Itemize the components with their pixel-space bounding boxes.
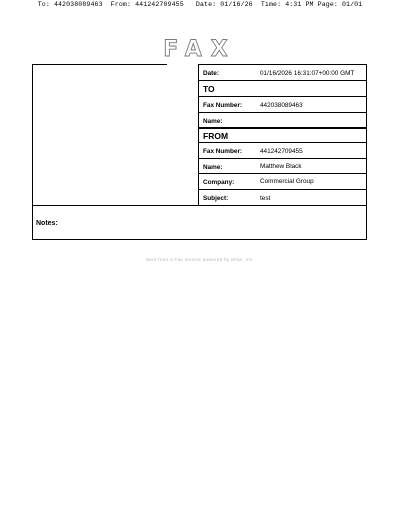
from-title: FROM (203, 131, 229, 141)
message-area (32, 64, 199, 205)
date-row (199, 64, 367, 81)
company-row (199, 174, 367, 190)
subject-value: test (260, 195, 271, 202)
to-section-row (199, 81, 367, 97)
subject-row (199, 190, 367, 205)
to-fax-row (199, 97, 367, 113)
from-fax-row (199, 143, 367, 159)
to-fax-value: 442038089463 (260, 102, 303, 109)
from-name-value: Matthew Black (260, 163, 302, 170)
service-footer-note: Sent from a Fax service powered by eFax, Inc. (145, 258, 255, 263)
to-name-label: Name: (203, 118, 223, 125)
subject-label: Subject: (203, 195, 229, 202)
to-fax-label: Fax Number: (203, 102, 243, 109)
date-label: Date: (203, 70, 219, 77)
notes-label: Notes: (36, 220, 58, 227)
company-value: Commercial Group (260, 178, 314, 185)
details-table (199, 64, 367, 205)
from-section-row (199, 128, 367, 143)
fax-transmission-header: To: 442038089463 From: 441242709455 Date: 01/16/26 Time: 4:31 PM Page: 01/01 (37, 1, 363, 8)
company-label: Company: (203, 179, 235, 186)
date-value: 01/16/2026 16:31:07+00:00 GMT (260, 70, 355, 77)
to-title: TO (203, 84, 215, 94)
from-fax-label: Fax Number: (203, 148, 243, 155)
from-name-label: Name: (203, 164, 223, 171)
fax-logo: FAX (163, 37, 237, 62)
to-name-row (199, 113, 367, 128)
from-name-row (199, 159, 367, 174)
from-fax-value: 441242709455 (260, 148, 303, 155)
notes-area (32, 205, 367, 240)
